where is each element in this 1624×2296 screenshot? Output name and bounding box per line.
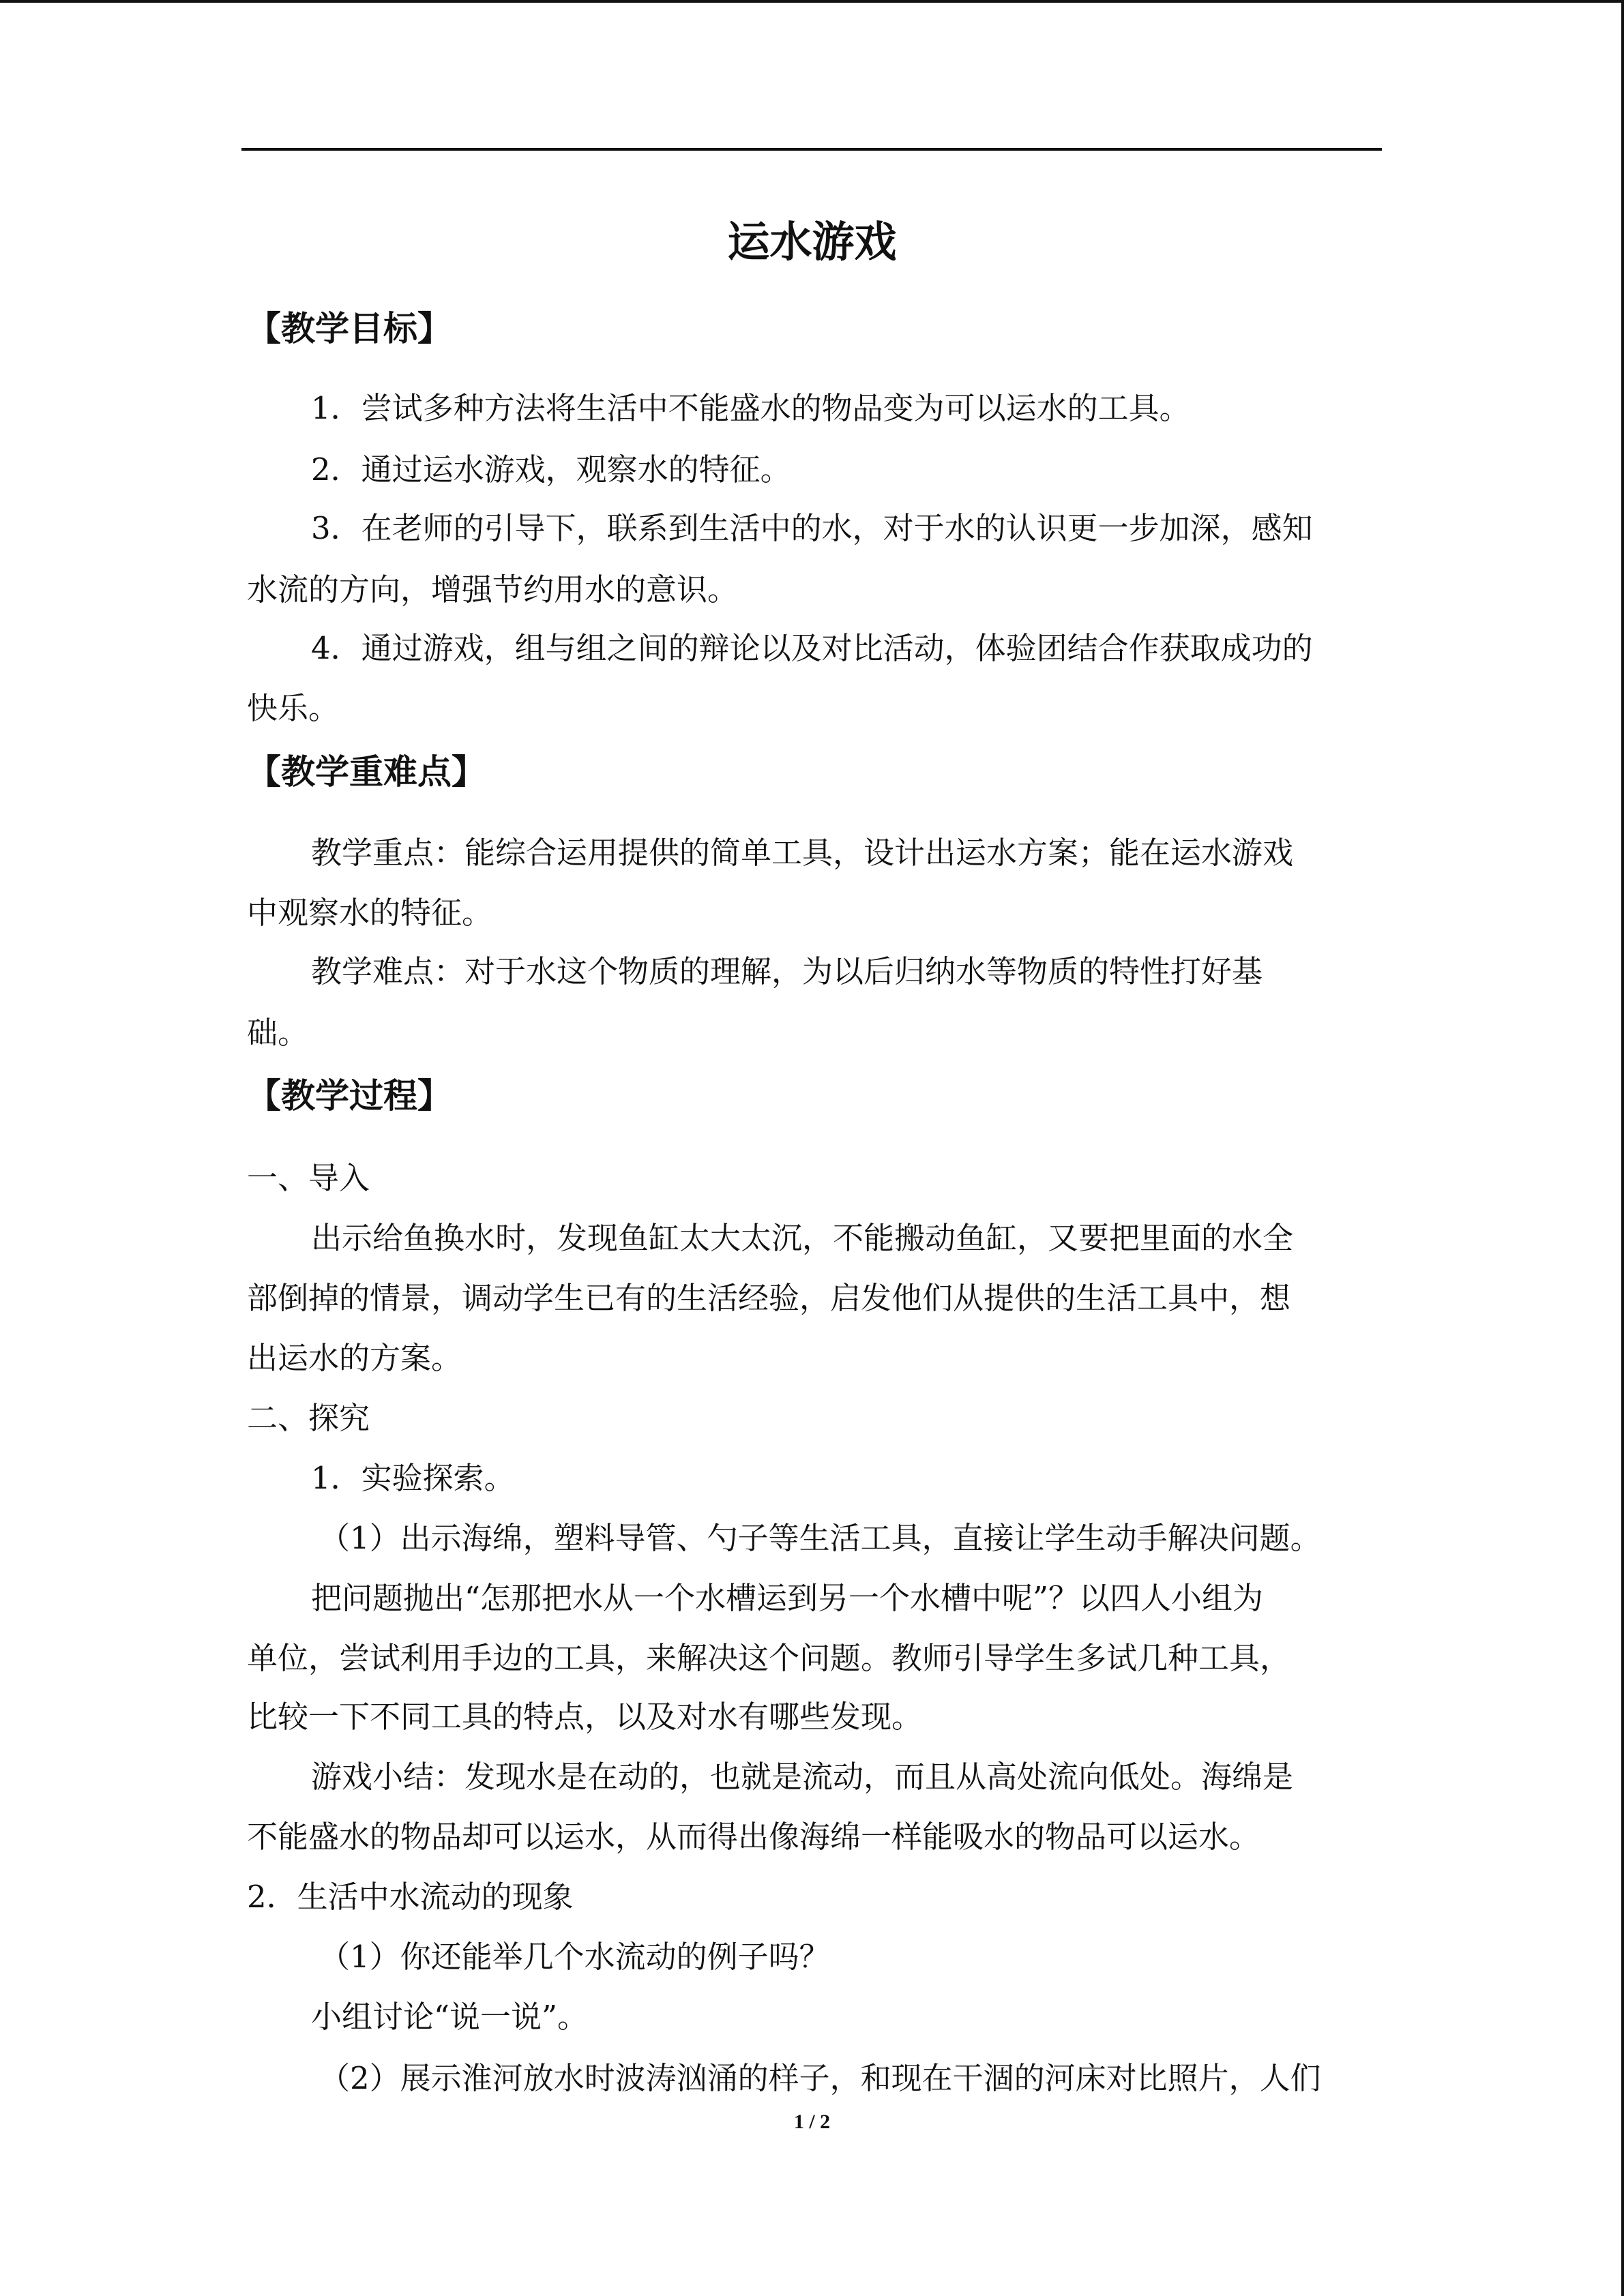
process-line: （2）展示淮河放水时波涛汹涌的样子，和现在干涸的河床对比照片，人们 — [319, 2060, 1321, 2096]
process-line: 单位，尝试利用手边的工具，来解决这个问题。教师引导学生多试几种工具， — [247, 1640, 1291, 1676]
objective-line-1: 1．尝试多种方法将生活中不能盛水的物品变为可以运水的工具。 — [311, 390, 1190, 426]
section-heading-key-points: 【教学重难点】 — [247, 752, 486, 792]
header-rule — [241, 148, 1382, 151]
document-title: 运水游戏 — [727, 217, 897, 267]
process-line: 游戏小结：发现水是在动的，也就是流动，而且从高处流向低处。海绵是 — [311, 1759, 1294, 1795]
difficulty-line-1-cont: 础。 — [247, 1015, 309, 1051]
process-line: （1）出示海绵，塑料导管、勺子等生活工具，直接让学生动手解决问题。 — [319, 1520, 1321, 1556]
key-point-line-1-cont: 中观察水的特征。 — [247, 895, 493, 931]
process-line: 1．实验探索。 — [311, 1460, 515, 1496]
objective-line-4-cont: 快乐。 — [247, 690, 340, 726]
process-step-intro: 一、导入 — [247, 1160, 370, 1196]
objective-line-2: 2．通过运水游戏，观察水的特征。 — [311, 451, 791, 488]
objective-line-3: 3．在老师的引导下，联系到生活中的水，对于水的认识更一步加深，感知 — [311, 510, 1313, 546]
process-line: 部倒掉的情景，调动学生已有的生活经验，启发他们从提供的生活工具中，想 — [247, 1280, 1291, 1316]
difficulty-line-1: 教学难点：对于水这个物质的理解，为以后归纳水等物质的特性打好基 — [311, 953, 1263, 989]
objective-line-4: 4．通过游戏，组与组之间的辩论以及对比活动，体验团结合作获取成功的 — [311, 630, 1313, 666]
process-line: 出运水的方案。 — [247, 1340, 462, 1376]
process-line: 出示给鱼换水时，发现鱼缸太大太沉，不能搬动鱼缸，又要把里面的水全 — [311, 1220, 1294, 1256]
process-line: 比较一下不同工具的特点，以及对水有哪些发现。 — [247, 1699, 923, 1735]
process-line: 不能盛水的物品却可以运水，从而得出像海绵一样能吸水的物品可以运水。 — [247, 1819, 1260, 1855]
objective-line-3-cont: 水流的方向，增强节约用水的意识。 — [247, 571, 739, 608]
process-step-phenomena: 2．生活中水流动的现象 — [247, 1879, 574, 1915]
process-step-explore: 二、探究 — [247, 1400, 370, 1436]
process-line: 把问题抛出“怎那把水从一个水槽运到另一个水槽中呢”？以四人小组为 — [311, 1580, 1264, 1616]
section-heading-process: 【教学过程】 — [247, 1076, 452, 1116]
key-point-line-1: 教学重点：能综合运用提供的简单工具，设计出运水方案；能在运水游戏 — [311, 835, 1294, 871]
process-line: 小组讨论“说一说”。 — [311, 1999, 589, 2035]
page-number: 1 / 2 — [793, 2111, 831, 2133]
process-line: （1）你还能举几个水流动的例子吗？ — [319, 1939, 830, 1975]
section-heading-objectives: 【教学目标】 — [247, 309, 452, 348]
